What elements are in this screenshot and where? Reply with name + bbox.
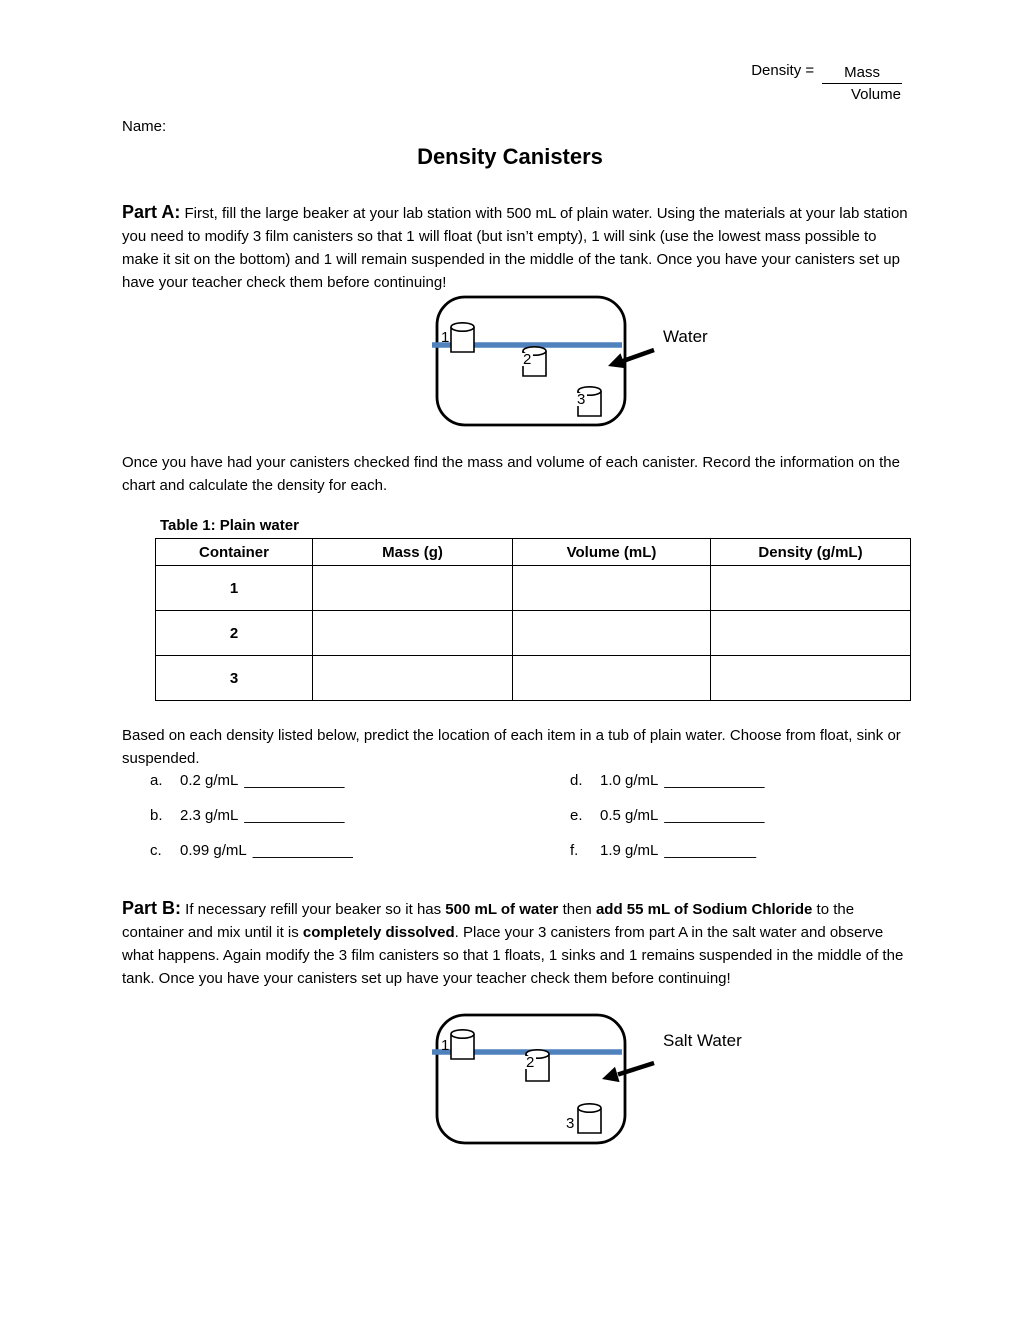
item-letter: c.	[150, 842, 162, 859]
list-item	[570, 841, 764, 861]
salt-water-label: Salt Water	[663, 1031, 742, 1050]
item-value: 0.99 g/mL	[180, 842, 247, 859]
item-value: 1.9 g/mL	[600, 842, 659, 859]
tank-diagram-plain-water	[0, 293, 1020, 438]
item-letter: b.	[150, 807, 163, 824]
list-item	[150, 806, 353, 826]
canister-1	[451, 323, 474, 352]
part-a-text: First, fill the large beaker at your lab station with 500 mL of plain water. Using the materials at your lab station you need to modify 3 film canisters so that 1 will float (but isn’t empty), 1 will sink (use the lowest mass possible to make it sit on the bottom) and 1 will remain suspended in the middle of the tank. Once you have your canisters set up have your teacher check them before continuing!	[122, 205, 908, 291]
item-answer-blank: ____________	[244, 772, 345, 789]
list-item	[150, 841, 353, 861]
col-header-container: Container	[156, 539, 313, 566]
salt-water-arrow-icon	[602, 1063, 654, 1082]
container-cell: 1	[156, 566, 313, 611]
item-letter: e.	[570, 807, 583, 824]
density-cell	[711, 566, 911, 611]
item-value: 0.2 g/mL	[180, 772, 239, 789]
density-formula	[751, 62, 902, 105]
table-wrapper	[155, 538, 911, 701]
plain-water-table	[155, 538, 911, 701]
prediction-list-right	[570, 771, 764, 876]
table-header-row	[156, 539, 911, 566]
container-cell: 3	[156, 656, 313, 701]
part-a-paragraph	[122, 201, 908, 294]
list-item	[570, 771, 764, 791]
canister-2-label: 2	[526, 1054, 535, 1071]
prediction-list-left	[150, 771, 353, 876]
canister-3	[578, 1104, 601, 1133]
tank-diagram-salt-water	[0, 1008, 1020, 1158]
col-header-mass: Mass (g)	[313, 539, 513, 566]
table-row	[156, 656, 911, 701]
formula-label: Density =	[751, 62, 815, 79]
table-row	[156, 611, 911, 656]
item-answer-blank: ____________	[244, 807, 345, 824]
col-header-density: Density (g/mL)	[711, 539, 911, 566]
table-row	[156, 566, 911, 611]
item-answer-blank: ____________	[252, 842, 353, 859]
name-label: Name:	[122, 118, 167, 135]
page-title: Density Canisters	[417, 144, 603, 169]
list-item	[150, 771, 353, 791]
formula-fraction	[822, 62, 902, 105]
item-answer-blank: ____________	[664, 807, 765, 824]
canister-3-label: 3	[577, 391, 586, 408]
part-b-label: Part B:	[122, 898, 182, 918]
list-item	[570, 806, 764, 826]
item-value: 0.5 g/mL	[600, 807, 659, 824]
item-letter: f.	[570, 842, 579, 859]
canister-1	[451, 1030, 474, 1059]
col-header-volume: Volume (mL)	[513, 539, 711, 566]
container-cell: 2	[156, 611, 313, 656]
water-label: Water	[663, 327, 708, 346]
volume-cell	[513, 611, 711, 656]
density-cell	[711, 656, 911, 701]
volume-cell	[513, 566, 711, 611]
item-value: 2.3 g/mL	[180, 807, 239, 824]
canister-3-label: 3	[566, 1115, 575, 1132]
item-value: 1.0 g/mL	[600, 772, 659, 789]
formula-numerator: Mass	[822, 62, 902, 84]
part-b-text: If necessary refill your beaker so it has 500 mL of water then add 55 mL of Sodium Chloride to the container and mix until it is completely dissolved. Place your 3 canisters from part A in the salt water and observe what happens. Again modify the 3 film canisters so that 1 floats, 1 sinks and 1 remains suspended in the middle of the tank. Once you have your canisters set up have your teacher check them before continuing!	[122, 901, 904, 987]
mass-cell	[313, 566, 513, 611]
table-caption: Table 1: Plain water	[160, 517, 299, 534]
item-letter: a.	[150, 772, 163, 789]
density-prediction-list	[150, 771, 950, 881]
density-cell	[711, 611, 911, 656]
mass-cell	[313, 656, 513, 701]
item-letter: d.	[570, 772, 583, 789]
canister-1-label: 1	[441, 329, 450, 346]
item-answer-blank: ____________	[664, 772, 765, 789]
predict-paragraph: Based on each density listed below, predict the location of each item in a tub of plain water. Choose from float, sink or suspended.	[122, 727, 901, 767]
part-a-label: Part A:	[122, 202, 181, 222]
canister-2-label: 2	[523, 351, 532, 368]
formula-denominator: Volume	[850, 86, 901, 103]
instructions-paragraph: Once you have had your canisters checked find the mass and volume of each canister. Record the information on the chart and calculate the density for each.	[122, 454, 900, 494]
mass-cell	[313, 611, 513, 656]
water-arrow-icon	[608, 350, 654, 368]
item-answer-blank: ___________	[664, 842, 757, 859]
canister-1-label: 1	[441, 1037, 450, 1054]
volume-cell	[513, 656, 711, 701]
part-b-paragraph	[122, 897, 914, 990]
